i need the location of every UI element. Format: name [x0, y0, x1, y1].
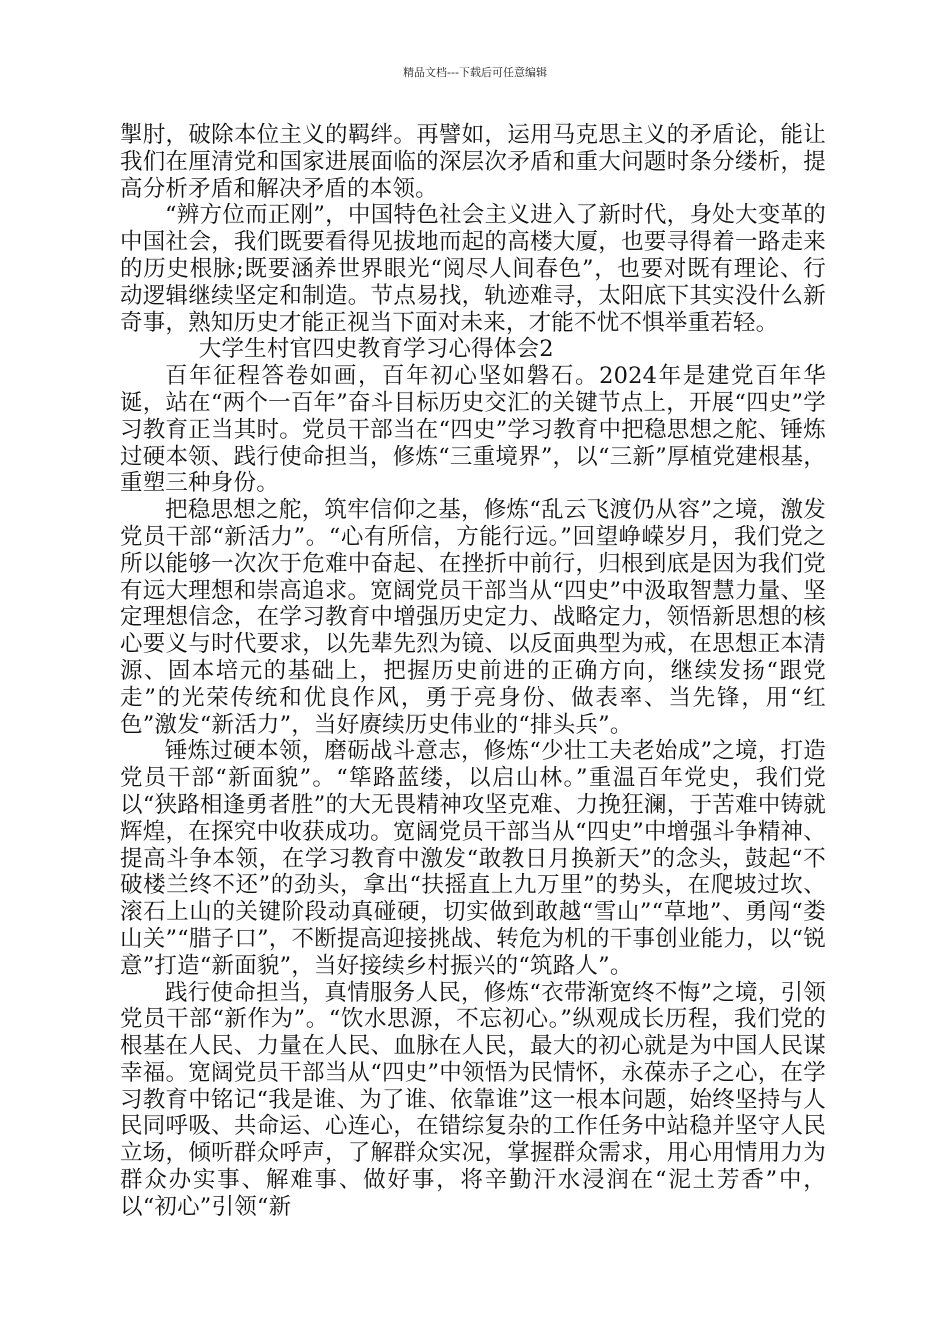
page-header: 精品文档---下载后可任意编辑	[403, 66, 547, 79]
paragraph-2: “辨方位而正刚”，中国特色社会主义进入了新时代，身处大变革的中国社会，我们既要看得见拔地而起的高楼大厦，也要寻得着一路走来的历史根脉;既要涵养世界眼光“阅尽人间春色”，也要对既有理论、行动逻辑继续坚定和制造。节点易找，轨迹难寻，太阳底下其实没什么新奇事，熟知历史才能正视当下面对未来，才能不忧不惧举重若轻。	[120, 202, 826, 336]
paragraph-4: 把稳思想之舵，筑牢信仰之基，修炼“乱云飞渡仍从容”之境，激发党员干部“新活力”。“心有所信，方能行远。”回望峥嵘岁月，我们党之所以能够一次次于危难中奋起、在挫折中前行，归根到底是因为我们党有远大理想和崇高追求。宽阔党员干部当从“四史”中汲取智慧力量、坚定理想信念，在学习教育中增强历史定力、战略定力，领悟新思想的核心要义与时代要求，以先辈先烈为镜、以反面典型为戒，在思想正本清源、固本培元的基础上，把握历史前进的正确方向，继续发扬“跟党走”的光荣传统和优良作风，勇于亮身份、做表率、当先锋，用“红色”激发“新活力”，当好赓续历史伟业的“排头兵”。	[120, 497, 826, 738]
paragraph-1: 掣肘，破除本位主义的羁绊。再譬如，运用马克思主义的矛盾论，能让我们在厘清党和国家进展面临的深层次矛盾和重大问题时条分缕析，提高分析矛盾和解决矛盾的本领。	[120, 122, 826, 202]
paragraph-3: 百年征程答卷如画，百年初心坚如磐石。2024年是建党百年华诞，站在“两个一百年”奋斗目标历史交汇的关键节点上，开展“四史”学习教育正当其时。党员干部当在“四史”学习教育中把稳思想之舵、锤炼过硬本领、践行使命担当，修炼“三重境界”，以“三新”厚植党建根基，重塑三种身份。	[120, 363, 826, 497]
paragraph-6: 践行使命担当，真情服务人民，修炼“衣带渐宽终不悔”之境，引领党员干部“新作为”。“饮水思源，不忘初心。”纵观成长历程，我们党的根基在人民、力量在人民、血脉在人民，最大的初心就是为中国人民谋幸福。宽阔党员干部当从“四史”中领悟为民情怀，永葆赤子之心，在学习教育中铭记“我是谁、为了谁、依靠谁”这一根本问题，始终坚持与人民同呼吸、共命运、心连心，在错综复杂的工作任务中站稳并坚守人民立场，倾听群众呼声，了解群众实况，掌握群众需求，用心用情用力为群众办实事、解难事、做好事，将辛勤汗水浸润在“泥土芳香”中，以“初心”引领“新	[120, 979, 826, 1220]
paragraph-5: 锤炼过硬本领，磨砺战斗意志，修炼“少壮工夫老始成”之境，打造党员干部“新面貌”。“筚路蓝缕，以启山林。”重温百年党史，我们党以“狭路相逢勇者胜”的大无畏精神攻坚克难、力挽狂澜，于苦难中铸就辉煌，在探究中收获成功。宽阔党员干部当从“四史”中增强斗争精神、提高斗争本领，在学习教育中激发“敢教日月换新天”的念头，鼓起“不破楼兰终不还”的劲头，拿出“扶摇直上九万里”的势头，在爬坡过坎、滚石上山的关键阶段动真碰硬，切实做到敢越“雪山”“草地”、勇闯“娄山关”“腊子口”，不断提高迎接挑战、转危为机的干事创业能力，以“锐意”打造“新面貌”，当好接续乡村振兴的“筑路人”。	[120, 738, 826, 979]
section-title: 大学生村官四史教育学习心得体会2	[198, 336, 554, 363]
document-body	[120, 122, 826, 1221]
